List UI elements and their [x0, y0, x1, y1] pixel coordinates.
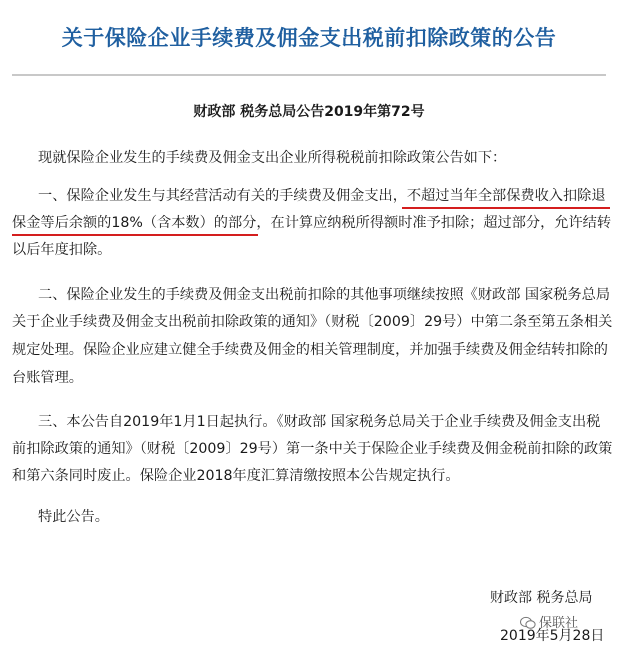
para1-line2: 保金等后余额的18%（含本数）的部分，在计算应纳税所得额时准予扣除；超过部分，允许结转	[12, 215, 612, 231]
watermark	[520, 612, 578, 631]
para3-line2: 前扣除政策的通知》（财税〔2009〕29号）第一条中关于保险企业手续费及佣金税前扣除的政策	[12, 441, 613, 457]
signature-date: 2019年5月28日	[500, 628, 605, 644]
title-divider	[12, 74, 606, 76]
signature-org: 财政部 税务总局	[490, 590, 593, 606]
watermark-text: 保联社	[539, 616, 579, 631]
para2-line3: 规定处理。保险企业应建立健全手续费及佣金的相关管理制度，并加强手续费及佣金结转扣除的	[12, 342, 608, 358]
highlight-underline-1	[402, 207, 610, 209]
wechat-icon	[520, 616, 536, 630]
para2-line1: 二、保险企业发生的手续费及佣金支出税前扣除的其他事项继续按照《财政部 国家税务总局	[38, 287, 611, 303]
closing-text: 特此公告。	[38, 509, 109, 525]
highlight-underline-2	[12, 234, 258, 236]
para1-line1: 一、保险企业发生与其经营活动有关的手续费及佣金支出，不超过当年全部保费收入扣除退	[38, 188, 606, 204]
para1-line3: 以后年度扣除。	[12, 242, 112, 258]
para3-line3: 和第六条同时废止。保险企业2018年度汇算清缴按照本公告规定执行。	[12, 468, 460, 484]
page-title: 关于保险企业手续费及佣金支出税前扣除政策的公告	[61, 26, 557, 50]
para2-line2: 关于企业手续费及佣金支出税前扣除政策的通知》（财税〔2009〕29号）中第二条至第五条相关	[12, 314, 613, 330]
para2-line4: 台账管理。	[12, 370, 83, 386]
para3-line1: 三、本公告自2019年1月1日起执行。《财政部 国家税务总局关于企业手续费及佣金支出税	[38, 414, 601, 430]
announcement-number: 财政部 税务总局公告2019年第72号	[193, 104, 425, 120]
intro-text: 现就保险企业发生的手续费及佣金支出企业所得税税前扣除政策公告如下：	[38, 150, 507, 166]
